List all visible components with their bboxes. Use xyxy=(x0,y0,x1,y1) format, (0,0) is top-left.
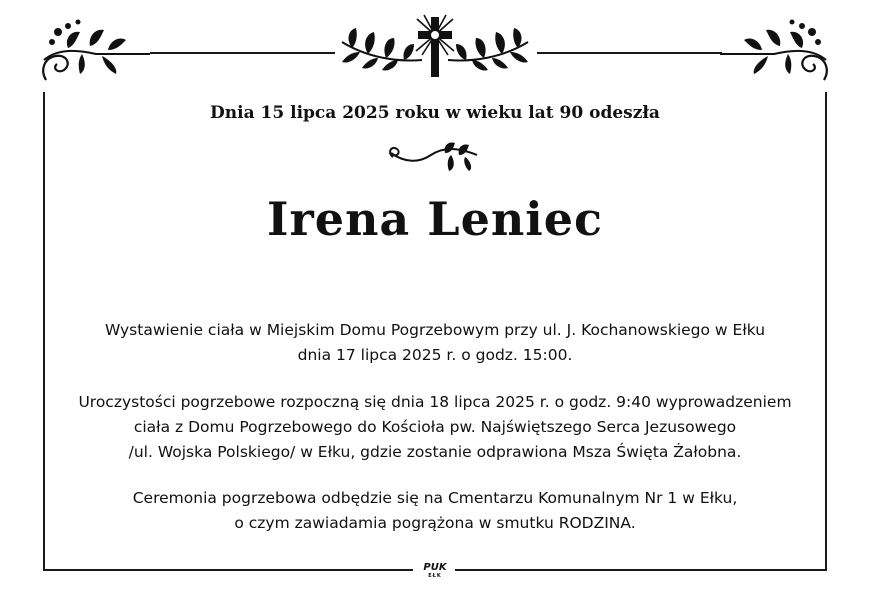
top-divider-left xyxy=(150,52,335,54)
paragraph-line: dnia 17 lipca 2025 r. o godz. 15:00. xyxy=(297,346,573,364)
frame-left-border xyxy=(43,92,45,570)
laurel-branch-left-icon xyxy=(338,22,424,72)
paragraph-line: Wystawienie ciała w Miejskim Domu Pogrzebowym przy ul. J. Kochanowskiego w Ełku xyxy=(104,321,766,339)
frame-bottom-border-right xyxy=(455,569,827,571)
flourish-icon xyxy=(385,141,485,173)
corner-ornament-right-icon xyxy=(712,18,832,88)
top-divider-right xyxy=(537,52,722,54)
paragraph-line: Uroczystości pogrzebowe rozpoczną się dnia 18 lipca 2025 r. o godz. 9:40 wyprowadzeniem xyxy=(78,393,792,411)
corner-ornament-left-icon xyxy=(38,18,158,88)
paragraph-line: Ceremonia pogrzebowa odbędzie się na Cmentarzu Komunalnym Nr 1 w Ełku, xyxy=(132,489,738,507)
burial-paragraph xyxy=(50,486,820,536)
funeral-ceremony-paragraph xyxy=(50,390,820,465)
frame-right-border xyxy=(825,92,827,570)
logo-sub-text: EŁK xyxy=(428,573,442,579)
logo-main-text: PUK xyxy=(423,562,447,573)
laurel-branch-right-icon xyxy=(446,22,532,72)
viewing-paragraph xyxy=(50,318,820,368)
paragraph-line: o czym zawiadamia pogrążona w smutku RODZINA. xyxy=(234,514,636,532)
paragraph-line: /ul. Wojska Polskiego/ w Ełku, gdzie zostanie odprawiona Msza Święta Żałobna. xyxy=(128,443,742,461)
frame-bottom-border-left xyxy=(43,569,413,571)
deceased-name: Irena Leniec xyxy=(266,192,604,246)
puk-logo xyxy=(416,563,454,579)
death-announcement-headline: Dnia 15 lipca 2025 roku w wieku lat 90 odeszła xyxy=(210,103,660,123)
paragraph-line: ciała z Domu Pogrzebowego do Kościoła pw. Najświętszego Serca Jezusowego xyxy=(133,418,737,436)
